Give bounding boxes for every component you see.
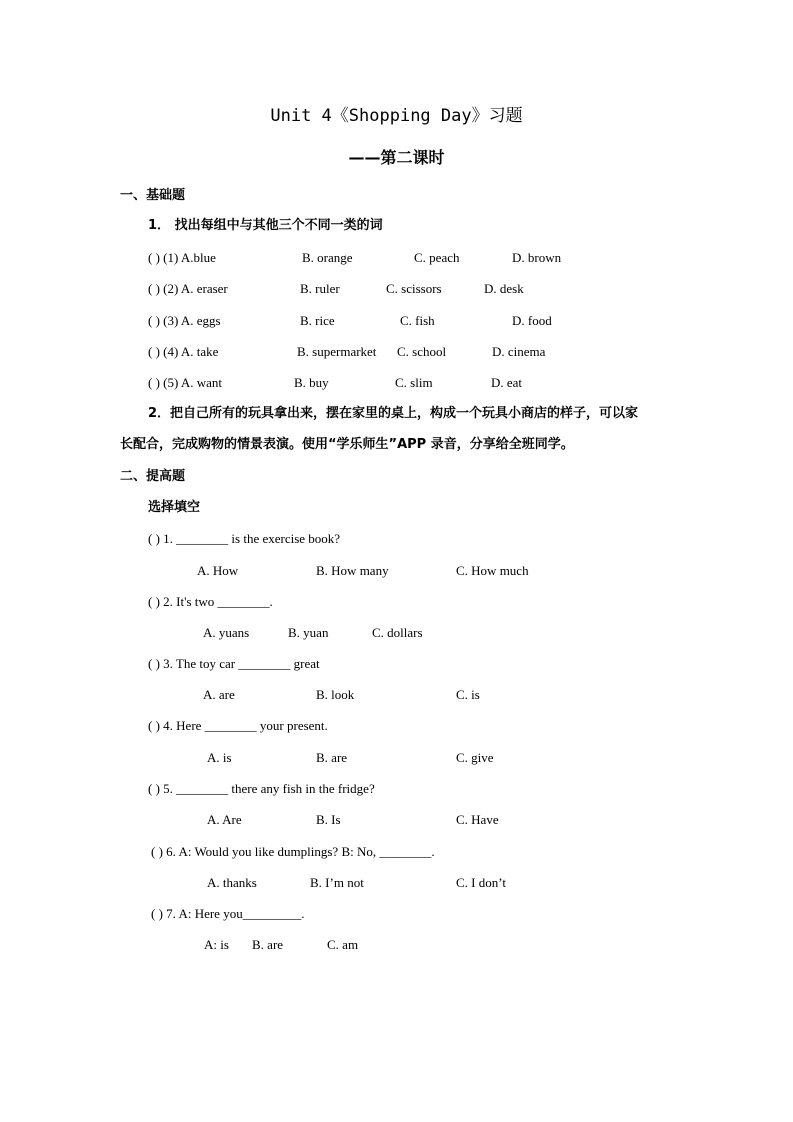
section2-subheading: 选择填空 [148,500,201,515]
q1-row-option-d: D. cinema [492,344,546,359]
question-text: ( ) 3. The toy car ________ great [148,656,320,671]
q1-row-option-d: D. desk [484,281,524,296]
question-text: ( ) 7. A: Here you_________. [151,906,305,921]
option-b: B. I’m not [310,875,364,890]
q1-row-option-b: B. ruler [300,281,340,296]
q1-row-option-d: D. eat [491,375,523,390]
q1-row-option-c: C. slim [395,375,433,390]
q1-row-option-b: B. orange [302,250,353,265]
question-text: ( ) 1. ________ is the exercise book? [148,531,341,546]
option-c: C. I don’t [456,875,506,890]
option-c: C. am [327,937,359,952]
section2-heading: 二、提高题 [120,469,186,484]
q1-row-option-a: ( ) (2) A. eraser [148,281,228,296]
q1-row-option-d: D. food [512,313,552,328]
q1-instruction: 1． 找出每组中与其他三个不同一类的词 [148,218,383,233]
option-c: C. How much [456,563,529,578]
option-c: C. Have [456,812,499,827]
q1-row-option-b: B. supermarket [297,344,377,359]
subtitle: ——第二课时 [348,148,445,167]
option-a: A. Are [207,812,242,827]
question-text: ( ) 6. A: Would you like dumplings? B: No, ________. [151,844,435,859]
q1-row-option-b: B. buy [294,375,329,390]
q1-row-option-a: ( ) (5) A. want [148,375,223,390]
option-b: B. look [316,687,355,702]
title: Unit 4《Shopping Day》习题 [270,106,523,126]
option-b: B. are [252,937,284,952]
option-b: B. yuan [288,625,329,640]
q1-row-option-d: D. brown [512,250,562,265]
option-b: B. How many [316,563,389,578]
option-b: B. Is [316,812,341,827]
q1-row-option-a: ( ) (3) A. eggs [148,313,221,328]
q1-row-option-a: ( ) (1) A.blue [148,250,216,265]
question-text: ( ) 2. It's two ________. [148,594,273,609]
option-a: A. How [197,563,239,578]
question-text: ( ) 4. Here ________ your present. [148,718,328,733]
q1-row-option-b: B. rice [300,313,335,328]
section1-heading: 一、基础题 [120,188,186,203]
q1-row-option-c: C. scissors [386,281,442,296]
option-a: A. yuans [203,625,250,640]
option-b: B. are [316,750,348,765]
option-a: A: is [204,937,229,952]
question-text: ( ) 5. ________ there any fish in the fridge? [148,781,375,796]
q2-line1: 2．把自己所有的玩具拿出来，摆在家里的桌上，构成一个玩具小商店的样子，可以家 [148,406,639,421]
option-c: C. dollars [372,625,423,640]
option-c: C. give [456,750,494,765]
q1-row-option-c: C. peach [414,250,460,265]
q2-line2: 长配合，完成购物的情景表演。使用“学乐师生”APP 录音，分享给全班同学。 [120,437,574,452]
q1-row-option-a: ( ) (4) A. take [148,344,219,359]
option-c: C. is [456,687,480,702]
option-a: A. thanks [207,875,257,890]
option-a: A. are [203,687,235,702]
q1-row-option-c: C. school [397,344,447,359]
option-a: A. is [207,750,232,765]
q1-row-option-c: C. fish [400,313,435,328]
